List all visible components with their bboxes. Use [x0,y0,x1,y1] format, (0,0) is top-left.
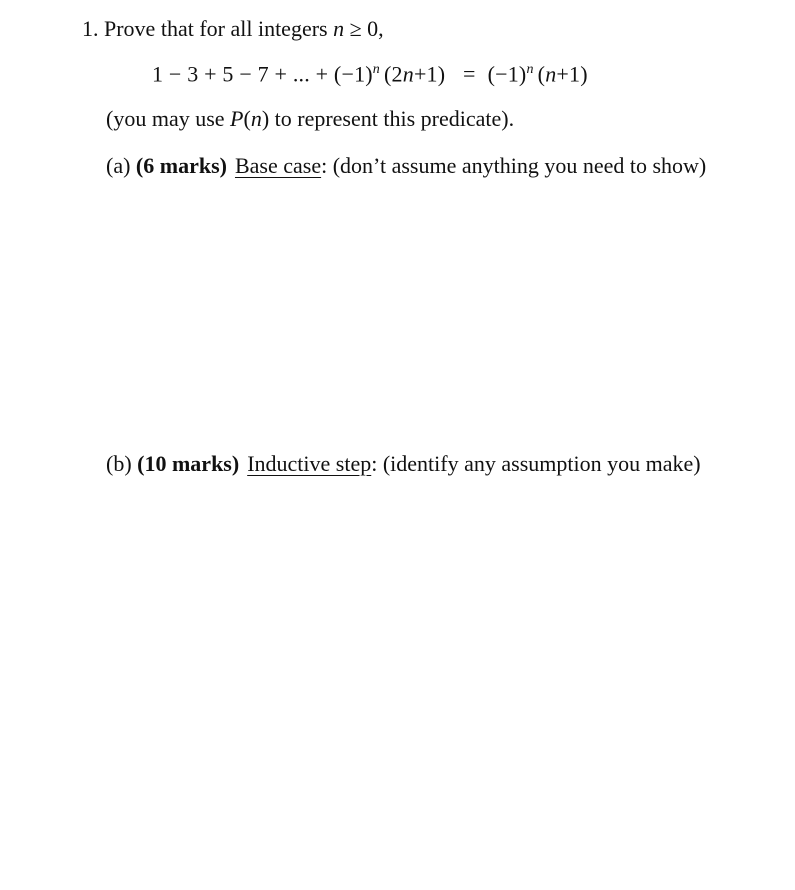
part-a-label: (a) [106,153,131,178]
predicate-close: ) [261,106,270,131]
note-suffix: to represent this predicate). [274,106,515,131]
equation-rhs-tail-close: +1) [556,61,588,87]
part-b-instruction: : (identify any assumption you make) [371,451,701,476]
part-b-label: (b) [106,451,132,476]
predicate-note [106,108,514,130]
part-b-title: Inductive step [247,451,372,476]
predicate-name: P [230,106,244,131]
predicate-variable: n [250,106,262,131]
part-a-title: Base case [234,153,322,178]
part-b-heading [106,453,701,475]
note-prefix: (you may use [106,106,225,131]
equation-relation: = [462,61,476,87]
part-a-marks: (6 marks) [135,153,227,178]
question-intro: Prove that for all integers [104,16,328,41]
equation-rhs-exponent: n [526,62,534,77]
predicate-open: ( [243,106,251,131]
equation-rhs-tail-open: ( [537,61,546,87]
question-condition: ≥ 0, [349,16,384,41]
equation-lhs-exponent: n [372,62,380,77]
summation-equation [152,63,588,85]
equation-lhs-tail-variable: n [402,61,414,87]
question-number: 1. [82,16,99,41]
question-statement [82,18,384,40]
equation-rhs-head: (−1) [487,61,527,87]
equation-lhs: 1 − 3 + 5 − 7 + ... + (−1) [152,61,373,87]
question-variable: n [333,16,345,41]
equation-lhs-tail-close: +1) [413,61,446,87]
part-b-marks: (10 marks) [137,451,240,476]
equation-rhs-tail-variable: n [545,61,557,87]
part-a-instruction: : (don’t assume anything you need to show) [321,153,707,178]
equation-lhs-tail-open: (2 [384,61,403,87]
part-a-heading [106,155,706,177]
